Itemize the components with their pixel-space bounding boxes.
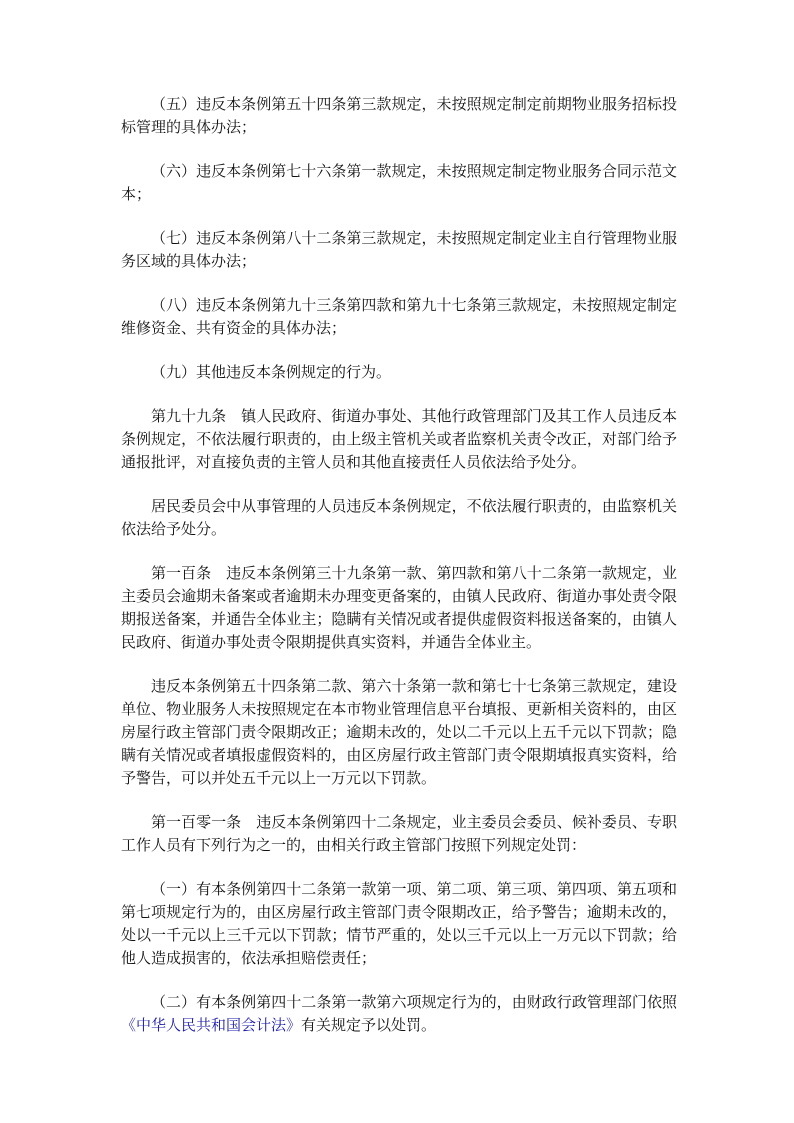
document-page <box>121 93 677 1058</box>
paragraph-5: （九）其他违反本条例规定的行为。 <box>151 363 392 381</box>
paragraph-12-before: （二）有本条例第四十二条第一款第六项规定行为的，由财政行政管理部门依照 <box>151 993 677 1011</box>
paragraph-4: （八）违反本条例第九十三条第四款和第九十七条第三款规定，未按照规定制定维修资金、共有资金的具体办法； <box>121 296 677 337</box>
paragraph-11: （一）有本条例第四十二条第一款第一项、第二项、第三项、第四项、第五项和第七项规定行为的，由区房屋行政主管部门责令限期改正，给予警告；逾期未改的，处以一千元以上三千元以下罚款；情节严重的，处以三千元以上一万元以下罚款；给他人造成损害的，依法承担赔偿责任； <box>121 880 677 967</box>
paragraph-3: （七）违反本条例第八十二条第三款规定，未按照规定制定业主自行管理物业服务区域的具体办法； <box>121 229 677 270</box>
accounting-law-link[interactable]: 《中华人民共和国会计法》 <box>121 1016 302 1034</box>
paragraph-9: 违反本条例第五十四条第二款、第六十条第一款和第七十七条第三款规定，建设单位、物业服务人未按照规定在本市物业管理信息平台填报、更新相关资料的，由区房屋行政主管部门责令限期改正；逾期未改的，处以二千元以上五千元以下罚款；隐瞒有关情况或者填报虚假资料的，由区房屋行政主管部门责令限期填报真实资料，给予警告，可以并处五千元以上一万元以下罚款。 <box>121 677 677 787</box>
paragraph-12-after: 有关规定予以处罚。 <box>301 1016 437 1034</box>
article-99: 第九十九条 镇人民政府、街道办事处、其他行政管理部门及其工作人员违反本条例规定，不依法履行职责的，由上级主管机关或者监察机关责令改正，对部门给予通报批评，对直接负责的主管人员和其他直接责任人员依法给予处分。 <box>121 407 677 471</box>
paragraph-12 <box>121 991 677 1037</box>
paragraph-7: 居民委员会中从事管理的人员违反本条例规定，不依法履行职责的，由监察机关依法给予处分。 <box>121 497 677 538</box>
paragraph-2: （六）违反本条例第七十六条第一款规定，未按照规定制定物业服务合同示范文本； <box>121 162 677 203</box>
article-101: 第一百零一条 违反本条例第四十二条规定，业主委员会委员、候补委员、专职工作人员有下列行为之一的，由相关行政主管部门按照下列规定处罚： <box>121 813 677 854</box>
article-100: 第一百条 违反本条例第三十九条第一款、第四款和第八十二条第一款规定，业主委员会逾期未备案或者逾期未办理变更备案的，由镇人民政府、街道办事处责令限期报送备案，并通告全体业主；隐瞒有关情况或者提供虚假资料报送备案的，由镇人民政府、街道办事处责令限期提供真实资料，并通告全体业主。 <box>121 564 677 651</box>
paragraph-1: （五）违反本条例第五十四条第三款规定，未按照规定制定前期物业服务招标投标管理的具体办法； <box>121 95 677 136</box>
